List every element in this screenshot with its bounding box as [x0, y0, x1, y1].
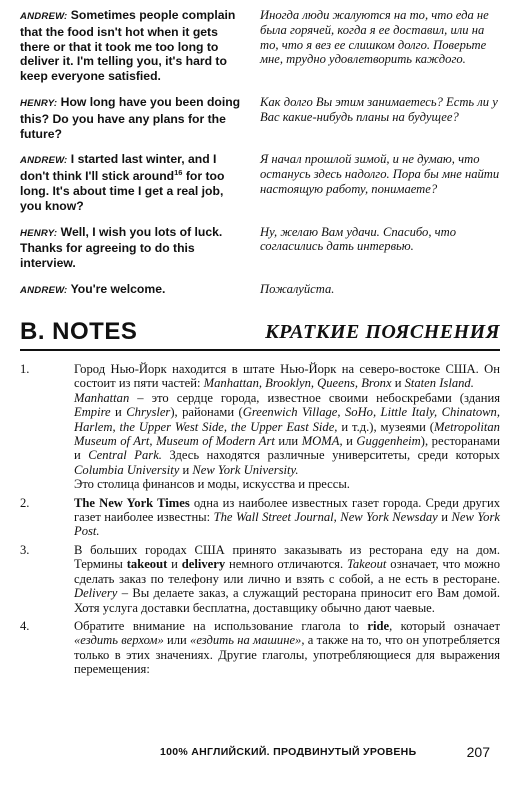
- text: Greenwich Village, SoHo, Little Italy, Chinatown, Harlem, the Upper West Side, the Upper East Side,: [74, 405, 500, 434]
- english-line: [20, 152, 260, 213]
- note-number: 1.: [20, 362, 30, 376]
- text: MOMA,: [301, 434, 343, 449]
- text: одна из наиболее известных газет города. Среди других газет наиболее известны:: [74, 495, 500, 525]
- speaker: ANDREW:: [20, 155, 68, 167]
- dialogue: [20, 8, 500, 310]
- speaker: HENRY:: [20, 227, 58, 239]
- dialogue-turn: [20, 282, 500, 299]
- text: Chrysler: [126, 405, 171, 420]
- english-text: for too long. It's about time I get a real job, you know?: [20, 169, 225, 213]
- russian-translation: Как долго Вы этим занимаетесь? Есть ли у Вас какие-нибудь планы на будущее?: [260, 94, 498, 124]
- notes-title-russian: КРАТКИЕ ПОЯСНЕНИЯ: [265, 321, 500, 343]
- text: Staten Island.: [404, 376, 474, 391]
- text: или: [274, 434, 302, 449]
- english-text: Well, I wish you lots of luck. Thanks for agreeing to do this interview.: [20, 224, 223, 271]
- text: и: [110, 405, 127, 420]
- text: «ездить верхом»: [74, 633, 164, 648]
- english-line: [20, 8, 260, 84]
- text: или: [163, 633, 191, 648]
- english-line: [20, 225, 260, 271]
- speaker: ANDREW:: [20, 11, 68, 22]
- note-item: [20, 619, 500, 677]
- text: New York University.: [192, 462, 299, 477]
- russian-translation: Пожалуйста.: [260, 281, 335, 296]
- text: – это сердце города, известное своими небоскребами (здания: [129, 390, 500, 405]
- dialogue-turn: [20, 152, 500, 213]
- text: и: [342, 434, 357, 449]
- text: и: [391, 376, 405, 391]
- text: takeout: [126, 557, 168, 572]
- header-rule: [20, 349, 500, 351]
- note-text: [74, 362, 500, 492]
- text: и т.д.), музеями (: [337, 419, 434, 434]
- text: New York Post.: [74, 510, 500, 539]
- text: Город Нью-Йорк находится в штате Нью-Йорк на северо-востоке США. Он состоит из пяти частей:: [74, 362, 500, 391]
- note-text: [74, 543, 500, 615]
- text: «ездить на машине»: [190, 633, 302, 648]
- text: ), ресторанами и: [74, 434, 501, 463]
- text: немного отличаются.: [225, 557, 347, 572]
- page-footer: [20, 744, 500, 764]
- english-line: [20, 95, 260, 141]
- note-text: [74, 619, 500, 677]
- text: означает, что можно сделать заказ по телефону или лично и взять с собой, а не есть в ресторане.: [74, 557, 501, 586]
- note-text: [74, 496, 500, 539]
- english-text: I started last winter, and I don't think I'll stick around: [20, 152, 217, 184]
- note-item: [20, 362, 500, 492]
- dialogue-turn: [20, 8, 500, 84]
- text: , а также на то, что он употребляется только в этих значениях. Другие глаголы, употребляющиеся для выражения перемещения:: [74, 633, 500, 677]
- dialogue-turn: [20, 225, 500, 271]
- text: Обратите внимание на использование глагола to: [74, 618, 368, 633]
- note-item: [20, 496, 500, 539]
- english-line: [20, 282, 260, 299]
- english-text: How long have you been doing this? Do you have any plans for the future?: [20, 94, 241, 141]
- text: Здесь находятся различные университеты, среди которых: [161, 448, 500, 463]
- notes-title-english: B. NOTES: [20, 318, 138, 345]
- russian-translation: Иногда люди жалуются на то, что еда не была горячей, когда я ее доставил, или на то, что я вез ее слишком долго. Поверьте мне, трудно удовлетворить каждого.: [260, 8, 489, 67]
- text: и: [437, 510, 452, 525]
- running-footer-title: 100% АНГЛИЙСКИЙ. ПРОДВИНУТЫЙ УРОВЕНЬ: [160, 746, 417, 758]
- text: и: [167, 557, 182, 572]
- note-item: [20, 543, 500, 615]
- text: Manhattan: [74, 390, 130, 405]
- text: Takeout: [346, 557, 387, 572]
- text: Delivery: [74, 586, 118, 601]
- text: The Wall Street Journal, New York Newsday: [213, 510, 438, 525]
- text: – Вы делаете заказ, а служащий ресторана приносит его Вам домой. Хотя услуга доставки бесплатна, доставщику обычно дают чаевые.: [74, 586, 500, 615]
- text: delivery: [181, 557, 226, 572]
- dialogue-turn: [20, 95, 500, 141]
- speaker: HENRY:: [20, 97, 58, 109]
- text: Guggenheim: [356, 434, 421, 449]
- note-number: 3.: [20, 542, 30, 557]
- text: ), районами (: [170, 405, 243, 420]
- text: Metropolitan Museum of Art, Museum of Modern Art: [74, 419, 500, 449]
- text: и: [179, 462, 193, 477]
- note-number: 2.: [20, 495, 30, 510]
- russian-translation: Я начал прошлой зимой, и не думаю, что останусь здесь надолго. Пора бы мне найти настоящую работу, понимаете?: [260, 152, 500, 196]
- text: Columbia University: [74, 462, 180, 477]
- notes-header: [20, 318, 500, 350]
- text: В больших городах США принято заказывать из ресторана еду на дом. Термины: [74, 542, 500, 572]
- speaker: ANDREW:: [20, 284, 68, 296]
- english-text: You're welcome.: [70, 281, 166, 296]
- page-number: 207: [466, 744, 490, 760]
- text: , который означает: [389, 618, 500, 633]
- russian-translation: Ну, желаю Вам удачи. Спасибо, что согласились дать интервью.: [260, 224, 457, 254]
- note-number: 4.: [20, 618, 30, 633]
- footnote-marker: 16: [174, 168, 183, 178]
- english-text: Sometimes people complain that the food isn't hot when it gets there or that it took me too long to deliver it. I'm telling you, it's hard to keep everyone satisfied.: [20, 8, 236, 84]
- notes-list: [20, 362, 500, 681]
- text: Central Park.: [88, 448, 162, 463]
- text: Это столица финансов и моды, искусства и прессы.: [74, 477, 350, 492]
- text: Manhattan, Brooklyn, Queens, Bronx: [203, 376, 392, 391]
- text: ride: [367, 618, 390, 633]
- text: Empire: [74, 405, 111, 420]
- text: The New York Times: [74, 495, 190, 510]
